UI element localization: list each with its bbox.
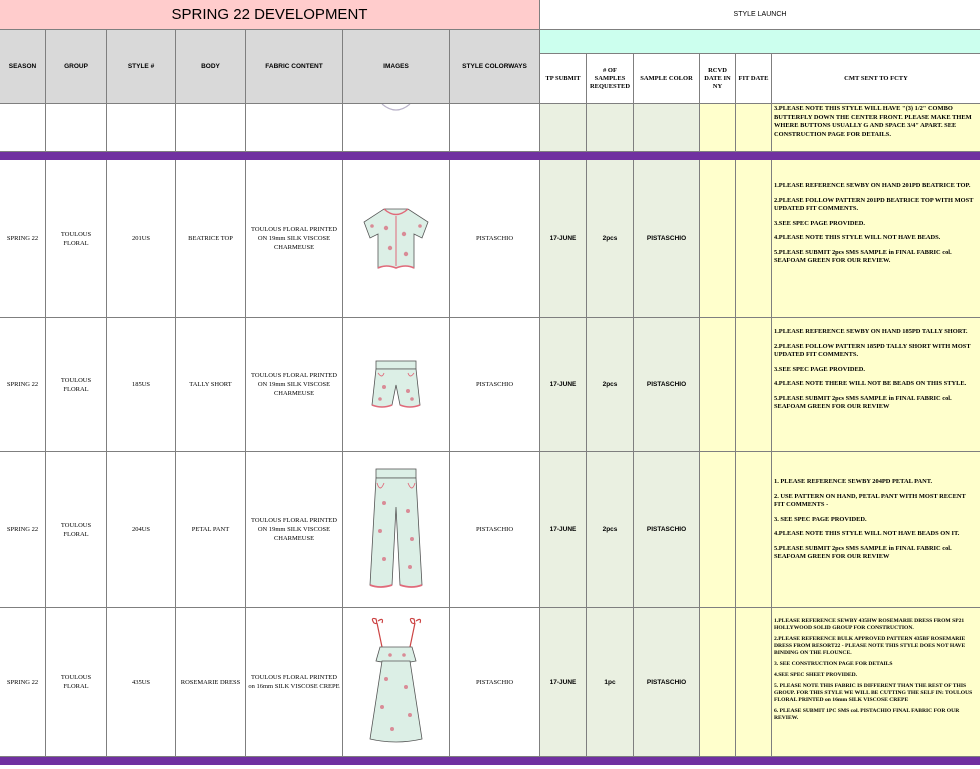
top-sketch-icon: [356, 204, 436, 274]
partial-body: [176, 104, 246, 152]
fabric-cell: TOULOUS FLORAL PRINTED ON 19mm SILK VISCOSE CHARMEUSE: [246, 160, 343, 318]
header-cmt: CMT SENT TO FCTY: [772, 54, 980, 104]
header-sample-color: SAMPLE COLOR: [634, 54, 700, 104]
fit-cell: [736, 608, 772, 757]
partial-comment: 3.PLEASE NOTE THIS STYLE WILL HAVE "(3) 1/2" COMBO BUTTERFLY DOWN THE CENTER FRONT. PLEASE MAKE THEM WHERE BUTTONS USUALLY G AND SPACE 3/4" APART. SEE CONSTRUCTION PAGE FOR DETAILS.: [772, 104, 980, 152]
rcvd-cell: [700, 452, 736, 608]
body-cell: ROSEMARIE DRESS: [176, 608, 246, 757]
header-style: STYLE #: [107, 30, 176, 104]
season-cell: SPRING 22: [0, 160, 46, 318]
header-colorways: STYLE COLORWAYS: [450, 30, 540, 104]
partial-sketch-icon: [376, 104, 416, 114]
group-separator: [0, 152, 980, 160]
body-cell: BEATRICE TOP: [176, 160, 246, 318]
image-cell: [343, 160, 450, 318]
fit-cell: [736, 452, 772, 608]
group-separator-bottom: [0, 757, 980, 765]
samples-cell: 2pcs: [587, 452, 634, 608]
season-cell: SPRING 22: [0, 452, 46, 608]
cmt-cell: 1.PLEASE REFERENCE SEWBY ON HAND 185PD TALLY SHORT. 2.PLEASE FOLLOW PATTERN 185PD TALLY SHORT WITH MOST UPDATED FIT COMMENTS. 3.SEE SPEC PAGE PROVIDED. 4.PLEASE NOTE THERE WILL NOT BE BEADS ON THIS STYLE. 5.PLEASE SUBMIT 2pcs SMS SAMPLE in FINAL FABRIC col. SEAFOAM GREEN FOR OUR REVIEW: [772, 318, 980, 452]
sample-color-cell: PISTASCHIO: [634, 608, 700, 757]
rcvd-cell: [700, 318, 736, 452]
partial-sample-color: [634, 104, 700, 152]
page-title: SPRING 22 DEVELOPMENT: [171, 6, 368, 23]
partial-colorway: [450, 104, 540, 152]
image-cell: [343, 452, 450, 608]
bottom-edge: [0, 765, 980, 769]
dress-sketch-icon: [364, 617, 428, 747]
pant-sketch-icon: [364, 467, 428, 593]
sample-color-cell: PISTASCHIO: [634, 452, 700, 608]
fit-cell: [736, 160, 772, 318]
style-cell: 201US: [107, 160, 176, 318]
season-cell: SPRING 22: [0, 318, 46, 452]
style-launch-bar: [540, 0, 980, 30]
header-fit: FIT DATE: [736, 54, 772, 104]
samples-cell: 2pcs: [587, 160, 634, 318]
partial-samples: [587, 104, 634, 152]
header-fabric: FABRIC CONTENT: [246, 30, 343, 104]
samples-cell: 1pc: [587, 608, 634, 757]
header-group: GROUP: [46, 30, 107, 104]
header-season: SEASON: [0, 30, 46, 104]
sample-color-cell: PISTASCHIO: [634, 318, 700, 452]
tp-submit-cell: 17-JUNE: [540, 608, 587, 757]
sample-color-cell: PISTASCHIO: [634, 160, 700, 318]
partial-tp: [540, 104, 587, 152]
rcvd-cell: [700, 608, 736, 757]
header-rcvd: RCVD DATE IN NY: [700, 54, 736, 104]
group-cell: TOULOUS FLORAL: [46, 452, 107, 608]
fabric-cell: TOULOUS FLORAL PRINTED ON 19mm SILK VISCOSE CHARMEUSE: [246, 452, 343, 608]
style-cell: 185US: [107, 318, 176, 452]
style-launch-title: STYLE LAUNCH: [733, 11, 787, 18]
header-samples: # OF SAMPLES REQUESTED: [587, 54, 634, 104]
tp-submit-cell: 17-JUNE: [540, 452, 587, 608]
cmt-cell: 1.PLEASE REFERENCE SEWBY 435HW ROSEMARIE DRESS FROM SP21 HOLLYWOOD SOLID GROUP FOR CONSTRUCTION. 2.PLEASE REFERENCE BULK APPROVED PATTERN 435BF ROSEMARIE DRESS FROM RESORT22 - PLEASE NOTE THIS STYLE DOES NOT HAVE BINDING ON THE FLOUNCE. 3. SEE CONSTRUCTION PAGE FOR DETAILS 4.SEE SPEC SHEET PROVIDED. 5. PLEASE NOTE THIS FABRIC IS DIFFERENT THAN THE REST OF THIS GROUP. FOR THIS STYLE WE WILL BE CUTTING THE SELF IN: TOULOUS FLORAL PRINTED on 16mm SILK VISCOSE CREPE 6. PLEASE SUBMIT 1PC SMS col. PISTACHIO FINAL FABRIC FOR OUR REVIEW.: [772, 608, 980, 757]
partial-group: [46, 104, 107, 152]
mint-band: [540, 30, 980, 54]
partial-fit: [736, 104, 772, 152]
colorway-cell: PISTASCHIO: [450, 160, 540, 318]
colorway-cell: PISTASCHIO: [450, 318, 540, 452]
image-cell: [343, 318, 450, 452]
cmt-cell: 1.PLEASE REFERENCE SEWBY ON HAND 201PD BEATRICE TOP. 2.PLEASE FOLLOW PATTERN 201PD BEATRICE TOP WITH MOST UPDATED FIT COMMENTS. 3.SEE SPEC PAGE PROVIDED. 4.PLEASE NOTE THIS STYLE WILL NOT HAVE BEADS. 5.PLEASE SUBMIT 2pcs SMS SAMPLE in FINAL FABRIC col. SEAFOAM GREEN FOR OUR REVIEW.: [772, 160, 980, 318]
season-cell: SPRING 22: [0, 608, 46, 757]
fabric-cell: TOULOUS FLORAL PRINTED on 16mm SILK VISCOSE CREPE: [246, 608, 343, 757]
style-cell: 204US: [107, 452, 176, 608]
group-cell: TOULOUS FLORAL: [46, 608, 107, 757]
header-images: IMAGES: [343, 30, 450, 104]
partial-style: [107, 104, 176, 152]
style-cell: 435US: [107, 608, 176, 757]
fit-cell: [736, 318, 772, 452]
partial-season: [0, 104, 46, 152]
tp-submit-cell: 17-JUNE: [540, 160, 587, 318]
body-cell: PETAL PANT: [176, 452, 246, 608]
partial-image: [343, 104, 450, 152]
body-cell: TALLY SHORT: [176, 318, 246, 452]
group-cell: TOULOUS FLORAL: [46, 160, 107, 318]
rcvd-cell: [700, 160, 736, 318]
title-bar: [0, 0, 540, 30]
cmt-cell: 1. PLEASE REFERENCE SEWBY 204PD PETAL PANT. 2. USE PATTERN ON HAND, PETAL PANT WITH MOST RECENT FIT COMMENTS - 3. SEE SPEC PAGE PROVIDED. 4.PLEASE NOTE THIS STYLE WILL NOT HAVE BEADS ON IT. 5.PLEASE SUBMIT 2pcs SMS SAMPLE in FINAL FABRIC col. SEAFOAM GREEN FOR OUR REVIEW: [772, 452, 980, 608]
tp-submit-cell: 17-JUNE: [540, 318, 587, 452]
header-tp-submit: TP SUBMIT: [540, 54, 587, 104]
partial-fabric: [246, 104, 343, 152]
group-cell: TOULOUS FLORAL: [46, 318, 107, 452]
fabric-cell: TOULOUS FLORAL PRINTED ON 19mm SILK VISCOSE CHARMEUSE: [246, 318, 343, 452]
short-sketch-icon: [364, 357, 428, 413]
colorway-cell: PISTASCHIO: [450, 452, 540, 608]
header-body: BODY: [176, 30, 246, 104]
image-cell: [343, 608, 450, 757]
samples-cell: 2pcs: [587, 318, 634, 452]
partial-rcvd: [700, 104, 736, 152]
colorway-cell: PISTASCHIO: [450, 608, 540, 757]
